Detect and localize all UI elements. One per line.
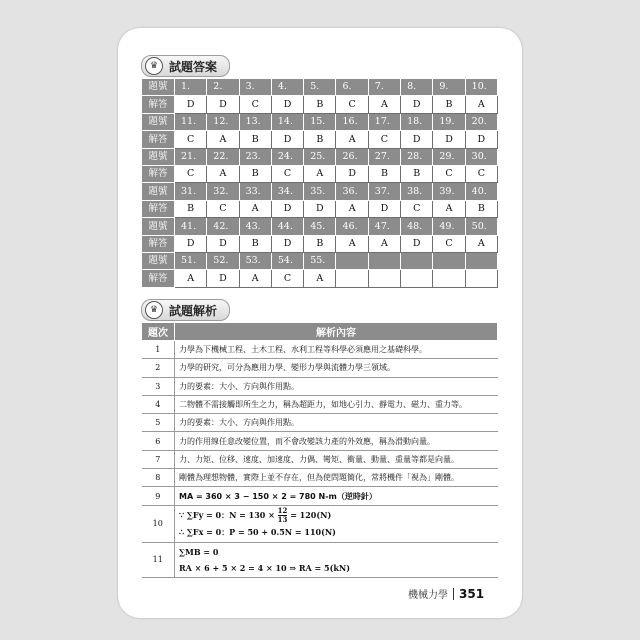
- explanation-content: [175, 505, 498, 542]
- column-header-content: 解析內容: [175, 323, 498, 341]
- question-number-cell: 41.: [175, 218, 207, 235]
- row-label-number: 題號: [142, 79, 175, 96]
- explanation-row: [142, 377, 498, 395]
- explanation-number: 2: [142, 359, 175, 377]
- question-number-cell: 45.: [304, 218, 336, 235]
- formula-text: ∵ ∑Fy = 0：N = 130 ×: [179, 509, 275, 520]
- answer-cell: A: [304, 270, 336, 287]
- formula-text: ∑MB = 0: [179, 546, 219, 557]
- answer-cell: C: [239, 96, 271, 113]
- question-number-cell: 47.: [368, 218, 400, 235]
- question-number-cell: 49.: [433, 218, 465, 235]
- answer-cell: C: [433, 165, 465, 182]
- question-number-cell: 39.: [433, 183, 465, 200]
- explanation-row: [142, 359, 498, 377]
- question-number-cell: 31.: [175, 183, 207, 200]
- row-label-answer: 解答: [142, 200, 175, 217]
- trophy-icon: ♛: [145, 301, 163, 319]
- answer-cell: B: [239, 165, 271, 182]
- question-number-cell: [368, 252, 400, 269]
- answer-cell: C: [175, 165, 207, 182]
- answer-cell: B: [239, 235, 271, 252]
- question-number-cell: 33.: [239, 183, 271, 200]
- explanation-table: [141, 322, 498, 578]
- question-number-cell: [433, 252, 465, 269]
- answer-cell: C: [465, 165, 497, 182]
- question-number-cell: 53.: [239, 252, 271, 269]
- explanation-row: [142, 395, 498, 413]
- answer-cell: A: [433, 200, 465, 217]
- answer-cell: B: [465, 200, 497, 217]
- answer-cell: D: [336, 165, 368, 182]
- question-number-cell: 22.: [207, 148, 239, 165]
- row-label-number: 題號: [142, 113, 175, 130]
- answer-row: [142, 200, 498, 217]
- answer-cell: C: [271, 165, 303, 182]
- row-label-number: 題號: [142, 218, 175, 235]
- answer-cell: D: [368, 200, 400, 217]
- answer-cell: D: [207, 235, 239, 252]
- answer-cell: A: [239, 200, 271, 217]
- answer-cell: C: [175, 131, 207, 148]
- explanation-number: 11: [142, 542, 175, 577]
- answer-cell: [465, 270, 497, 287]
- question-number-cell: 50.: [465, 218, 497, 235]
- answer-cell: A: [336, 131, 368, 148]
- answer-cell: A: [239, 270, 271, 287]
- answer-cell: C: [207, 200, 239, 217]
- answer-cell: D: [271, 235, 303, 252]
- question-number-cell: 24.: [271, 148, 303, 165]
- answer-cell: B: [304, 96, 336, 113]
- explanation-row: [142, 450, 498, 468]
- row-label-answer: 解答: [142, 96, 175, 113]
- question-number-cell: 36.: [336, 183, 368, 200]
- row-label-number: 題號: [142, 252, 175, 269]
- explanation-number: 8: [142, 469, 175, 487]
- question-number-cell: 19.: [433, 113, 465, 130]
- answer-cell: A: [368, 96, 400, 113]
- answer-cell: D: [401, 235, 433, 252]
- explanation-content: 力的要素：大小、方向與作用點。: [175, 414, 498, 432]
- explanation-row: [142, 414, 498, 432]
- question-number-cell: 9.: [433, 79, 465, 96]
- answer-cell: [336, 270, 368, 287]
- question-number-cell: [336, 252, 368, 269]
- answer-cell: A: [465, 235, 497, 252]
- question-number-row: [142, 252, 498, 269]
- question-number-cell: 32.: [207, 183, 239, 200]
- question-number-cell: 38.: [401, 183, 433, 200]
- question-number-cell: 54.: [271, 252, 303, 269]
- answer-cell: D: [271, 200, 303, 217]
- fraction-numerator: 12: [277, 506, 288, 516]
- question-number-cell: [401, 252, 433, 269]
- formula-text: ∴ ∑Fx = 0：P = 50 + 0.5N = 110(N): [179, 527, 336, 538]
- question-number-cell: 55.: [304, 252, 336, 269]
- book-title: 機械力學: [408, 590, 448, 601]
- explanation-number: 4: [142, 395, 175, 413]
- answer-cell: C: [433, 235, 465, 252]
- question-number-cell: 25.: [304, 148, 336, 165]
- answer-cell: D: [401, 96, 433, 113]
- question-number-cell: 21.: [175, 148, 207, 165]
- answer-cell: B: [175, 200, 207, 217]
- explanation-number: 10: [142, 505, 175, 542]
- answers-section-header: [141, 55, 230, 77]
- question-number-cell: 27.: [368, 148, 400, 165]
- answer-cell: B: [239, 131, 271, 148]
- answer-cell: A: [465, 96, 497, 113]
- question-number-cell: 3.: [239, 79, 271, 96]
- question-number-cell: 29.: [433, 148, 465, 165]
- explanation-section-header: [141, 299, 230, 321]
- question-number-cell: 26.: [336, 148, 368, 165]
- explanation-content: 力的作用線任意改變位置，而不會改變該力產的外效應，稱為滑動向量。: [175, 432, 498, 450]
- answer-row: [142, 131, 498, 148]
- row-label-answer: 解答: [142, 165, 175, 182]
- question-number-row: [142, 113, 498, 130]
- page-footer: [408, 586, 484, 601]
- question-number-cell: 18.: [401, 113, 433, 130]
- explanation-row: [142, 469, 498, 487]
- footer-divider: [453, 588, 454, 600]
- question-number-cell: 48.: [401, 218, 433, 235]
- explanation-row: [142, 432, 498, 450]
- answer-cell: B: [401, 165, 433, 182]
- explanation-number: 6: [142, 432, 175, 450]
- answer-cell: C: [368, 131, 400, 148]
- question-number-cell: 10.: [465, 79, 497, 96]
- fraction-denominator: 13: [277, 515, 288, 525]
- answer-cell: [368, 270, 400, 287]
- answer-cell: A: [175, 270, 207, 287]
- explanation-number: 9: [142, 487, 175, 505]
- answer-cell: A: [304, 165, 336, 182]
- question-number-cell: 23.: [239, 148, 271, 165]
- answer-cell: D: [175, 235, 207, 252]
- page-number: 351: [459, 586, 485, 601]
- answer-cell: B: [304, 235, 336, 252]
- question-number-cell: 4.: [271, 79, 303, 96]
- answers-table: [141, 78, 498, 288]
- answer-cell: A: [368, 235, 400, 252]
- answer-row: [142, 270, 498, 287]
- question-number-cell: 37.: [368, 183, 400, 200]
- answer-cell: D: [207, 270, 239, 287]
- explanation-content: 剛體為理想物體，實際上並不存在，但為使問題簡化，常將機件「視為」剛體。: [175, 469, 498, 487]
- question-number-row: [142, 218, 498, 235]
- question-number-cell: 52.: [207, 252, 239, 269]
- explanation-content: 力學為下機械工程、土木工程、水利工程等科學必須應用之基礎科學。: [175, 341, 498, 359]
- answer-cell: D: [271, 131, 303, 148]
- answer-cell: B: [304, 131, 336, 148]
- explanation-number: 5: [142, 414, 175, 432]
- row-label-answer: 解答: [142, 131, 175, 148]
- explanation-content: 力、力矩、位移、速度、加速度、力偶、彎矩、衝量、動量、重量等都是向量。: [175, 450, 498, 468]
- row-label-number: 題號: [142, 183, 175, 200]
- question-number-cell: 46.: [336, 218, 368, 235]
- question-number-cell: 28.: [401, 148, 433, 165]
- explanation-content: 力學的研究，可分為應用力學、變形力學與流體力學三領域。: [175, 359, 498, 377]
- question-number-row: [142, 183, 498, 200]
- answer-cell: A: [207, 131, 239, 148]
- explanation-content: 力的要素：大小、方向與作用點。: [175, 377, 498, 395]
- question-number-cell: 20.: [465, 113, 497, 130]
- answer-cell: A: [336, 235, 368, 252]
- answer-cell: B: [368, 165, 400, 182]
- question-number-cell: 51.: [175, 252, 207, 269]
- explanation-row: [142, 341, 498, 359]
- answer-cell: D: [207, 96, 239, 113]
- answer-cell: D: [271, 96, 303, 113]
- question-number-cell: 40.: [465, 183, 497, 200]
- explanation-number: 1: [142, 341, 175, 359]
- answer-cell: D: [304, 200, 336, 217]
- row-label-number: 題號: [142, 148, 175, 165]
- question-number-cell: 7.: [368, 79, 400, 96]
- column-header-number: 題次: [142, 323, 175, 341]
- formula-text: RA × 6 + 5 × 2 = 4 × 10 ⇒ RA = 5(kN): [179, 562, 351, 573]
- question-number-cell: 11.: [175, 113, 207, 130]
- answer-cell: D: [175, 96, 207, 113]
- explanation-number: 3: [142, 377, 175, 395]
- question-number-row: [142, 148, 498, 165]
- fraction: [278, 507, 288, 524]
- explanation-content: [175, 542, 498, 577]
- formula-text: = 120(N): [290, 509, 332, 520]
- answer-cell: C: [336, 96, 368, 113]
- answer-row: [142, 165, 498, 182]
- question-number-cell: 13.: [239, 113, 271, 130]
- answers-section-title: 試題答案: [169, 59, 218, 74]
- question-number-cell: [465, 252, 497, 269]
- answer-cell: [401, 270, 433, 287]
- question-number-cell: 42.: [207, 218, 239, 235]
- question-number-cell: 35.: [304, 183, 336, 200]
- question-number-cell: 16.: [336, 113, 368, 130]
- row-label-answer: 解答: [142, 270, 175, 287]
- question-number-cell: 8.: [401, 79, 433, 96]
- answer-row: [142, 235, 498, 252]
- explanation-row: [142, 487, 498, 505]
- row-label-answer: 解答: [142, 235, 175, 252]
- answer-cell: A: [336, 200, 368, 217]
- question-number-cell: 14.: [271, 113, 303, 130]
- answer-cell: A: [207, 165, 239, 182]
- question-number-cell: 5.: [304, 79, 336, 96]
- explanation-number: 7: [142, 450, 175, 468]
- explanation-content: 二物體不需接觸即所生之力，稱為超距力，如地心引力、靜電力、磁力、重力等。: [175, 395, 498, 413]
- answer-cell: D: [465, 131, 497, 148]
- answer-cell: D: [433, 131, 465, 148]
- question-number-cell: 1.: [175, 79, 207, 96]
- trophy-icon: ♛: [145, 57, 163, 75]
- answer-cell: C: [401, 200, 433, 217]
- question-number-cell: 44.: [271, 218, 303, 235]
- answer-cell: C: [271, 270, 303, 287]
- question-number-cell: 6.: [336, 79, 368, 96]
- question-number-cell: 2.: [207, 79, 239, 96]
- question-number-row: [142, 79, 498, 96]
- question-number-cell: 30.: [465, 148, 497, 165]
- explanation-content: MA = 360 × 3 − 150 × 2 = 780 N-m（逆時針）: [175, 487, 498, 505]
- question-number-cell: 34.: [271, 183, 303, 200]
- answer-row: [142, 96, 498, 113]
- answer-cell: [433, 270, 465, 287]
- answer-cell: D: [401, 131, 433, 148]
- explanation-section-title: 試題解析: [169, 303, 218, 318]
- question-number-cell: 43.: [239, 218, 271, 235]
- question-number-cell: 12.: [207, 113, 239, 130]
- question-number-cell: 15.: [304, 113, 336, 130]
- question-number-cell: 17.: [368, 113, 400, 130]
- answer-cell: B: [433, 96, 465, 113]
